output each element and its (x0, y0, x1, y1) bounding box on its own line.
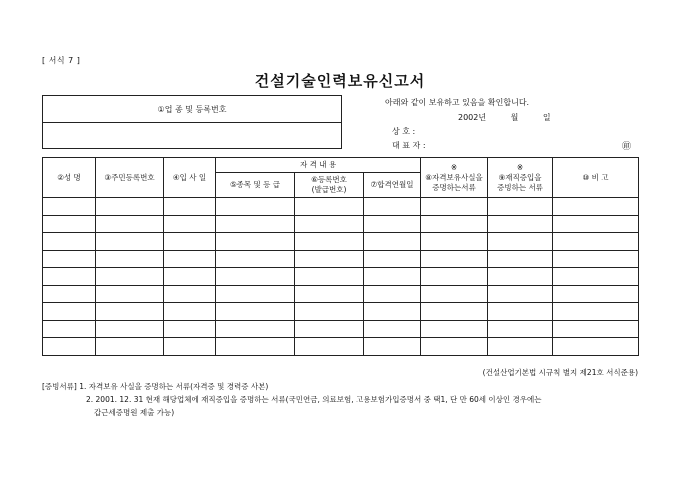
table-cell[interactable] (421, 233, 488, 251)
table-row (43, 338, 639, 356)
table-cell[interactable] (164, 285, 216, 303)
page-title: 건설기술인력보유신고서 (254, 72, 426, 90)
table-cell[interactable] (553, 338, 639, 356)
table-cell[interactable] (488, 250, 553, 268)
table-cell[interactable] (164, 250, 216, 268)
table-cell[interactable] (421, 215, 488, 233)
table-row (43, 268, 639, 286)
table-row (43, 215, 639, 233)
table-cell[interactable] (216, 215, 295, 233)
table-row (43, 285, 639, 303)
header-qualification-group: 자 격 내 용 (216, 158, 421, 173)
table-cell[interactable] (421, 338, 488, 356)
note-line-2: 2. 2001. 12. 31 현재 해당업체에 재직증입을 증명하는 서류(국민연금, 의료보험, 고용보험가입증명서 중 택1, 단 만 60세 이상인 경우에는 (86, 395, 542, 404)
table-cell[interactable] (96, 215, 164, 233)
table-cell[interactable] (421, 268, 488, 286)
table-cell[interactable] (96, 250, 164, 268)
table-cell[interactable] (488, 198, 553, 216)
table-cell[interactable] (43, 320, 96, 338)
table-cell[interactable] (295, 198, 364, 216)
business-type-field[interactable] (43, 123, 341, 149)
table-cell[interactable] (553, 268, 639, 286)
table-cell[interactable] (488, 268, 553, 286)
table-cell[interactable] (553, 233, 639, 251)
table-cell[interactable] (96, 320, 164, 338)
table-cell[interactable] (43, 233, 96, 251)
table-cell[interactable] (364, 303, 421, 321)
table-cell[interactable] (216, 250, 295, 268)
table-row (43, 198, 639, 216)
table-cell[interactable] (216, 285, 295, 303)
table-cell[interactable] (488, 233, 553, 251)
note-line-1: [증빙서류] 1. 자격보유 사실을 증명하는 서류(자격증 및 경력증 사본) (42, 382, 269, 391)
table-cell[interactable] (295, 338, 364, 356)
table-row (43, 233, 639, 251)
table-cell[interactable] (364, 285, 421, 303)
table-cell[interactable] (421, 198, 488, 216)
table-cell[interactable] (295, 303, 364, 321)
header-resident-id: ③주민등록번호 (96, 158, 164, 198)
personnel-table (42, 157, 639, 356)
table-cell[interactable] (553, 320, 639, 338)
header-reg-number: ⑥등록번호 (발급번호) (295, 173, 364, 198)
company-name-label: 상 호 : (392, 127, 416, 136)
table-cell[interactable] (43, 303, 96, 321)
table-cell[interactable] (488, 215, 553, 233)
representative-label: 대 표 자 : (392, 141, 426, 150)
table-cell[interactable] (216, 320, 295, 338)
table-cell[interactable] (216, 268, 295, 286)
supporting-docs-notes (42, 380, 638, 419)
table-cell[interactable] (364, 320, 421, 338)
table-row (43, 250, 639, 268)
table-row (43, 303, 639, 321)
table-cell[interactable] (164, 233, 216, 251)
table-cell[interactable] (553, 198, 639, 216)
table-cell[interactable] (216, 233, 295, 251)
table-cell[interactable] (43, 250, 96, 268)
date-day: 일 (542, 113, 551, 122)
header-proof-docs: ※ ⑧자격보유사실을 증명하는서류 (421, 158, 488, 198)
table-cell[interactable] (488, 303, 553, 321)
table-cell[interactable] (295, 215, 364, 233)
table-cell[interactable] (96, 285, 164, 303)
table-cell[interactable] (43, 215, 96, 233)
table-cell[interactable] (164, 320, 216, 338)
table-cell[interactable] (96, 338, 164, 356)
table-cell[interactable] (553, 285, 639, 303)
table-cell[interactable] (216, 198, 295, 216)
confirm-statement: 아래와 같이 보유하고 있음을 확인합니다. (385, 98, 530, 107)
table-cell[interactable] (43, 268, 96, 286)
table-cell[interactable] (164, 215, 216, 233)
date-year: 2002년 (458, 113, 487, 122)
table-cell[interactable] (364, 250, 421, 268)
business-registration-box (42, 95, 342, 149)
table-cell[interactable] (96, 303, 164, 321)
table-cell[interactable] (553, 215, 639, 233)
table-cell[interactable] (43, 198, 96, 216)
table-row (43, 320, 639, 338)
table-cell[interactable] (164, 303, 216, 321)
table-cell[interactable] (96, 198, 164, 216)
table-cell[interactable] (164, 198, 216, 216)
table-cell[interactable] (43, 338, 96, 356)
header-employment-docs: ※ ⑨재직증입을 증빙하는 서류 (488, 158, 553, 198)
table-cell[interactable] (421, 303, 488, 321)
date-line (458, 112, 573, 123)
table-cell[interactable] (488, 320, 553, 338)
table-cell[interactable] (96, 268, 164, 286)
header-type-grade: ⑤종목 및 등 급 (216, 173, 295, 198)
table-cell[interactable] (421, 250, 488, 268)
header-remarks: ⑩ 비 고 (553, 158, 639, 198)
table-cell[interactable] (364, 198, 421, 216)
table-cell[interactable] (295, 320, 364, 338)
table-cell[interactable] (488, 338, 553, 356)
table-cell[interactable] (364, 215, 421, 233)
business-type-label: ①업 종 및 등록번호 (43, 96, 341, 123)
header-name: ②성 명 (43, 158, 96, 198)
table-cell[interactable] (421, 285, 488, 303)
header-pass-date: ⑦합격연월일 (364, 173, 421, 198)
table-cell[interactable] (421, 320, 488, 338)
table-cell[interactable] (553, 303, 639, 321)
table-cell[interactable] (295, 250, 364, 268)
date-month: 월 (510, 113, 519, 122)
table-cell[interactable] (364, 233, 421, 251)
table-cell[interactable] (43, 285, 96, 303)
table-cell[interactable] (488, 285, 553, 303)
table-cell[interactable] (216, 303, 295, 321)
table-cell[interactable] (364, 268, 421, 286)
table-cell[interactable] (216, 338, 295, 356)
table-cell[interactable] (553, 250, 639, 268)
table-cell[interactable] (164, 268, 216, 286)
table-cell[interactable] (295, 233, 364, 251)
seal-mark: ㊞ (622, 142, 632, 152)
table-cell[interactable] (295, 285, 364, 303)
header-join-date: ④입 사 일 (164, 158, 216, 198)
form-number: [ 서식 7 ] (42, 56, 81, 65)
table-cell[interactable] (164, 338, 216, 356)
note-line-3: 갑근세증명원 제출 가능) (94, 408, 175, 417)
source-note: (건설산업기본법 시규칙 별지 제21호 서식준용) (482, 368, 638, 377)
table-cell[interactable] (364, 338, 421, 356)
table-cell[interactable] (96, 233, 164, 251)
table-cell[interactable] (295, 268, 364, 286)
